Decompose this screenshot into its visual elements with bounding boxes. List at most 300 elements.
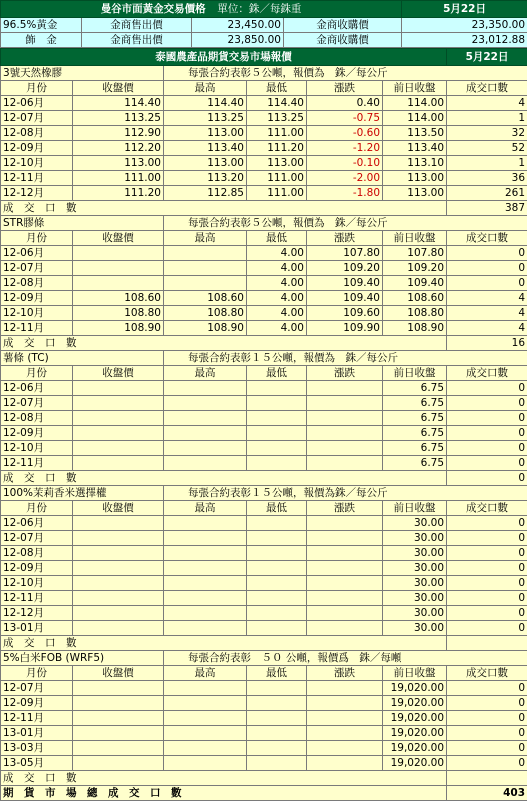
prev-close-cell: 6.75 bbox=[383, 411, 447, 426]
prev-close-cell: 6.75 bbox=[383, 396, 447, 411]
prev-close-cell: 19,020.00 bbox=[383, 741, 447, 756]
quote-row bbox=[1, 561, 527, 576]
column-header: 收盤價 bbox=[73, 666, 164, 681]
low-cell bbox=[247, 561, 307, 576]
column-header: 最高 bbox=[164, 81, 247, 96]
volume-cell: 0 bbox=[447, 606, 527, 621]
low-cell: 4.00 bbox=[247, 321, 307, 336]
quote-row bbox=[1, 516, 527, 531]
volume-cell: 4 bbox=[447, 321, 527, 336]
change-cell: 107.80 bbox=[307, 246, 383, 261]
gold-buy-price: 23,350.00 bbox=[402, 18, 527, 33]
commodity-name: 5%白米FOB (WRF5) bbox=[1, 651, 164, 666]
close-cell bbox=[73, 381, 164, 396]
column-header: 最高 bbox=[164, 231, 247, 246]
quote-row bbox=[1, 291, 527, 306]
change-cell bbox=[307, 441, 383, 456]
month-cell: 12-11月 bbox=[1, 591, 73, 606]
change-cell bbox=[307, 681, 383, 696]
futures-title-band bbox=[1, 49, 527, 66]
low-cell: 4.00 bbox=[247, 306, 307, 321]
high-cell bbox=[164, 726, 247, 741]
column-header-row bbox=[1, 666, 527, 681]
prev-close-cell: 19,020.00 bbox=[383, 696, 447, 711]
month-cell: 12-10月 bbox=[1, 156, 73, 171]
volume-cell: 0 bbox=[447, 426, 527, 441]
month-cell: 12-09月 bbox=[1, 141, 73, 156]
grand-total-label: 期 貨 市 場 總 成 交 口 數 bbox=[1, 786, 447, 801]
volume-cell: 0 bbox=[447, 741, 527, 756]
column-header-row bbox=[1, 231, 527, 246]
column-header: 前日收盤 bbox=[383, 366, 447, 381]
high-cell bbox=[164, 756, 247, 771]
month-cell: 12-08月 bbox=[1, 126, 73, 141]
high-cell bbox=[164, 396, 247, 411]
high-cell bbox=[164, 261, 247, 276]
quote-row bbox=[1, 621, 527, 636]
high-cell bbox=[164, 561, 247, 576]
quote-row bbox=[1, 411, 527, 426]
close-cell: 114.40 bbox=[73, 96, 164, 111]
close-cell: 113.00 bbox=[73, 156, 164, 171]
quote-row bbox=[1, 396, 527, 411]
change-cell bbox=[307, 456, 383, 471]
month-cell: 12-09月 bbox=[1, 426, 73, 441]
gold-buy-price: 23,012.88 bbox=[402, 33, 527, 48]
close-cell: 111.20 bbox=[73, 186, 164, 201]
volume-cell: 0 bbox=[447, 681, 527, 696]
low-cell bbox=[247, 516, 307, 531]
high-cell bbox=[164, 696, 247, 711]
month-cell: 12-09月 bbox=[1, 291, 73, 306]
high-cell bbox=[164, 441, 247, 456]
gold-sell-price: 23,850.00 bbox=[192, 33, 284, 48]
close-cell bbox=[73, 546, 164, 561]
column-header: 成交口數 bbox=[447, 231, 527, 246]
column-header: 成交口數 bbox=[447, 666, 527, 681]
low-cell bbox=[247, 621, 307, 636]
low-cell bbox=[247, 606, 307, 621]
prev-close-cell: 30.00 bbox=[383, 591, 447, 606]
prev-close-cell: 113.40 bbox=[383, 141, 447, 156]
volume-cell: 0 bbox=[447, 381, 527, 396]
high-cell: 113.00 bbox=[164, 156, 247, 171]
volume-cell: 0 bbox=[447, 696, 527, 711]
volume-cell: 0 bbox=[447, 411, 527, 426]
low-cell bbox=[247, 411, 307, 426]
close-cell bbox=[73, 726, 164, 741]
change-cell bbox=[307, 381, 383, 396]
volume-cell: 0 bbox=[447, 621, 527, 636]
month-cell: 12-07月 bbox=[1, 261, 73, 276]
month-cell: 13-03月 bbox=[1, 741, 73, 756]
prev-close-cell: 30.00 bbox=[383, 516, 447, 531]
gold-sell-price: 23,450.00 bbox=[192, 18, 284, 33]
low-cell: 4.00 bbox=[247, 276, 307, 291]
volume-total-value: 16 bbox=[447, 336, 527, 351]
close-cell bbox=[73, 276, 164, 291]
high-cell bbox=[164, 606, 247, 621]
quote-row bbox=[1, 456, 527, 471]
month-cell: 12-07月 bbox=[1, 111, 73, 126]
column-header: 漲跌 bbox=[307, 231, 383, 246]
change-cell: 109.40 bbox=[307, 291, 383, 306]
quote-row bbox=[1, 261, 527, 276]
futures-date: 5月22日 bbox=[447, 49, 527, 66]
high-cell bbox=[164, 531, 247, 546]
volume-cell: 0 bbox=[447, 561, 527, 576]
low-cell: 113.25 bbox=[247, 111, 307, 126]
gold-sell-label: 金商售出價 bbox=[82, 33, 192, 48]
volume-total-row bbox=[1, 471, 527, 486]
column-header: 成交口數 bbox=[447, 81, 527, 96]
quote-row bbox=[1, 696, 527, 711]
column-header-row bbox=[1, 81, 527, 96]
gold-date: 5月22日 bbox=[402, 1, 527, 18]
volume-total-value bbox=[447, 771, 527, 786]
volume-cell: 0 bbox=[447, 591, 527, 606]
high-cell bbox=[164, 591, 247, 606]
quote-row bbox=[1, 441, 527, 456]
low-cell bbox=[247, 696, 307, 711]
high-cell bbox=[164, 411, 247, 426]
change-cell bbox=[307, 726, 383, 741]
prev-close-cell: 30.00 bbox=[383, 531, 447, 546]
change-cell bbox=[307, 591, 383, 606]
volume-cell: 0 bbox=[447, 546, 527, 561]
high-cell bbox=[164, 576, 247, 591]
commodity-header bbox=[1, 651, 527, 666]
quote-row bbox=[1, 576, 527, 591]
change-cell: 0.40 bbox=[307, 96, 383, 111]
volume-cell: 0 bbox=[447, 276, 527, 291]
low-cell bbox=[247, 441, 307, 456]
quote-row bbox=[1, 711, 527, 726]
volume-total-label: 成 交 口 數 bbox=[1, 336, 447, 351]
column-header: 成交口數 bbox=[447, 366, 527, 381]
quote-row bbox=[1, 246, 527, 261]
close-cell bbox=[73, 411, 164, 426]
commodity-header bbox=[1, 66, 527, 81]
volume-cell: 0 bbox=[447, 756, 527, 771]
low-cell bbox=[247, 381, 307, 396]
close-cell bbox=[73, 606, 164, 621]
month-cell: 12-11月 bbox=[1, 171, 73, 186]
close-cell: 108.90 bbox=[73, 321, 164, 336]
change-cell: -0.10 bbox=[307, 156, 383, 171]
change-cell bbox=[307, 426, 383, 441]
prev-close-cell: 6.75 bbox=[383, 441, 447, 456]
change-cell bbox=[307, 546, 383, 561]
column-header: 前日收盤 bbox=[383, 666, 447, 681]
low-cell bbox=[247, 591, 307, 606]
commodity-name: 3號天然橡膠 bbox=[1, 66, 164, 81]
volume-cell: 4 bbox=[447, 96, 527, 111]
month-cell: 12-10月 bbox=[1, 306, 73, 321]
change-cell bbox=[307, 711, 383, 726]
low-cell: 111.00 bbox=[247, 171, 307, 186]
futures-title: 泰國農產品期貨交易市場報價 bbox=[1, 49, 447, 66]
column-header: 月份 bbox=[1, 231, 73, 246]
change-cell bbox=[307, 621, 383, 636]
quote-row bbox=[1, 111, 527, 126]
column-header: 最低 bbox=[247, 366, 307, 381]
volume-total-row bbox=[1, 201, 527, 216]
close-cell bbox=[73, 561, 164, 576]
prev-close-cell: 114.00 bbox=[383, 111, 447, 126]
change-cell bbox=[307, 606, 383, 621]
close-cell bbox=[73, 741, 164, 756]
quote-row bbox=[1, 126, 527, 141]
prev-close-cell: 19,020.00 bbox=[383, 681, 447, 696]
contract-spec: 每張合約表彰１５公噸，報價為 銖／每公斤 bbox=[164, 351, 527, 366]
low-cell bbox=[247, 741, 307, 756]
change-cell bbox=[307, 741, 383, 756]
column-header: 最低 bbox=[247, 666, 307, 681]
quote-row bbox=[1, 306, 527, 321]
prev-close-cell: 30.00 bbox=[383, 621, 447, 636]
volume-cell: 1 bbox=[447, 111, 527, 126]
low-cell bbox=[247, 681, 307, 696]
quote-row bbox=[1, 546, 527, 561]
volume-cell: 1 bbox=[447, 156, 527, 171]
close-cell bbox=[73, 441, 164, 456]
month-cell: 12-10月 bbox=[1, 441, 73, 456]
quote-row bbox=[1, 681, 527, 696]
commodity-header bbox=[1, 216, 527, 231]
column-header: 最低 bbox=[247, 501, 307, 516]
low-cell: 111.20 bbox=[247, 141, 307, 156]
low-cell: 111.00 bbox=[247, 126, 307, 141]
month-cell: 12-08月 bbox=[1, 411, 73, 426]
volume-cell: 4 bbox=[447, 291, 527, 306]
high-cell bbox=[164, 246, 247, 261]
low-cell: 4.00 bbox=[247, 261, 307, 276]
high-cell bbox=[164, 456, 247, 471]
column-header: 月份 bbox=[1, 366, 73, 381]
month-cell: 12-09月 bbox=[1, 696, 73, 711]
high-cell: 113.25 bbox=[164, 111, 247, 126]
column-header: 收盤價 bbox=[73, 501, 164, 516]
column-header-row bbox=[1, 366, 527, 381]
commodity-name: STR膠條 bbox=[1, 216, 164, 231]
volume-cell: 0 bbox=[447, 576, 527, 591]
volume-cell: 0 bbox=[447, 456, 527, 471]
close-cell bbox=[73, 246, 164, 261]
volume-total-value: 0 bbox=[447, 471, 527, 486]
futures-body bbox=[1, 49, 527, 801]
column-header: 月份 bbox=[1, 81, 73, 96]
low-cell bbox=[247, 426, 307, 441]
futures-table bbox=[0, 48, 527, 801]
month-cell: 12-10月 bbox=[1, 576, 73, 591]
column-header: 收盤價 bbox=[73, 231, 164, 246]
prev-close-cell: 108.90 bbox=[383, 321, 447, 336]
quote-row bbox=[1, 741, 527, 756]
prev-close-cell: 108.60 bbox=[383, 291, 447, 306]
month-cell: 12-11月 bbox=[1, 321, 73, 336]
volume-cell: 0 bbox=[447, 261, 527, 276]
month-cell: 12-11月 bbox=[1, 711, 73, 726]
month-cell: 12-06月 bbox=[1, 96, 73, 111]
high-cell bbox=[164, 741, 247, 756]
quote-row bbox=[1, 606, 527, 621]
low-cell bbox=[247, 726, 307, 741]
change-cell: -1.80 bbox=[307, 186, 383, 201]
low-cell: 114.40 bbox=[247, 96, 307, 111]
high-cell bbox=[164, 426, 247, 441]
volume-total-label: 成 交 口 數 bbox=[1, 771, 447, 786]
low-cell bbox=[247, 576, 307, 591]
gold-row bbox=[1, 18, 527, 33]
close-cell bbox=[73, 516, 164, 531]
column-header: 月份 bbox=[1, 501, 73, 516]
quote-row bbox=[1, 141, 527, 156]
column-header-row bbox=[1, 501, 527, 516]
high-cell bbox=[164, 681, 247, 696]
prev-close-cell: 6.75 bbox=[383, 426, 447, 441]
change-cell bbox=[307, 411, 383, 426]
gold-price-table bbox=[0, 0, 527, 48]
close-cell bbox=[73, 456, 164, 471]
column-header: 成交口數 bbox=[447, 501, 527, 516]
month-cell: 12-12月 bbox=[1, 186, 73, 201]
change-cell: -2.00 bbox=[307, 171, 383, 186]
prev-close-cell: 107.80 bbox=[383, 246, 447, 261]
volume-cell: 4 bbox=[447, 306, 527, 321]
prev-close-cell: 114.00 bbox=[383, 96, 447, 111]
volume-total-label: 成 交 口 數 bbox=[1, 636, 447, 651]
column-header: 月份 bbox=[1, 666, 73, 681]
low-cell bbox=[247, 711, 307, 726]
grand-total-value: 403 bbox=[447, 786, 527, 801]
contract-spec: 每張合約表彰５公噸，報價為 銖／每公斤 bbox=[164, 66, 527, 81]
volume-total-row bbox=[1, 771, 527, 786]
column-header: 收盤價 bbox=[73, 81, 164, 96]
change-cell bbox=[307, 516, 383, 531]
close-cell bbox=[73, 711, 164, 726]
quote-row bbox=[1, 381, 527, 396]
column-header: 最低 bbox=[247, 231, 307, 246]
gold-sell-label: 金商售出價 bbox=[82, 18, 192, 33]
close-cell: 113.25 bbox=[73, 111, 164, 126]
volume-cell: 0 bbox=[447, 246, 527, 261]
high-cell bbox=[164, 621, 247, 636]
column-header: 漲跌 bbox=[307, 366, 383, 381]
prev-close-cell: 19,020.00 bbox=[383, 756, 447, 771]
high-cell bbox=[164, 516, 247, 531]
volume-cell: 0 bbox=[447, 726, 527, 741]
high-cell bbox=[164, 276, 247, 291]
prev-close-cell: 19,020.00 bbox=[383, 711, 447, 726]
contract-spec: 每張合約表彰１５公噸，報價為銖／每公斤 bbox=[164, 486, 527, 501]
close-cell bbox=[73, 756, 164, 771]
commodity-header bbox=[1, 351, 527, 366]
change-cell bbox=[307, 576, 383, 591]
quote-row bbox=[1, 321, 527, 336]
close-cell bbox=[73, 426, 164, 441]
month-cell: 12-12月 bbox=[1, 606, 73, 621]
prev-close-cell: 113.10 bbox=[383, 156, 447, 171]
column-header: 收盤價 bbox=[73, 366, 164, 381]
month-cell: 12-09月 bbox=[1, 561, 73, 576]
change-cell: 109.60 bbox=[307, 306, 383, 321]
volume-cell: 0 bbox=[447, 711, 527, 726]
quote-row bbox=[1, 726, 527, 741]
volume-total-value bbox=[447, 636, 527, 651]
low-cell: 111.00 bbox=[247, 186, 307, 201]
month-cell: 12-06月 bbox=[1, 246, 73, 261]
prev-close-cell: 113.50 bbox=[383, 126, 447, 141]
low-cell bbox=[247, 456, 307, 471]
grand-total-row bbox=[1, 786, 527, 801]
month-cell: 12-06月 bbox=[1, 381, 73, 396]
high-cell: 108.90 bbox=[164, 321, 247, 336]
quote-row bbox=[1, 756, 527, 771]
volume-cell: 32 bbox=[447, 126, 527, 141]
commodity-name: 100%茉莉香米選擇權 bbox=[1, 486, 164, 501]
close-cell bbox=[73, 681, 164, 696]
prev-close-cell: 109.40 bbox=[383, 276, 447, 291]
volume-cell: 0 bbox=[447, 396, 527, 411]
gold-buy-label: 金商收購價 bbox=[284, 33, 402, 48]
change-cell bbox=[307, 561, 383, 576]
low-cell bbox=[247, 531, 307, 546]
close-cell: 112.90 bbox=[73, 126, 164, 141]
gold-title-band bbox=[1, 1, 527, 18]
quote-row bbox=[1, 156, 527, 171]
high-cell: 113.40 bbox=[164, 141, 247, 156]
quote-row bbox=[1, 186, 527, 201]
close-cell: 111.00 bbox=[73, 171, 164, 186]
change-cell: 109.90 bbox=[307, 321, 383, 336]
column-header: 前日收盤 bbox=[383, 81, 447, 96]
change-cell: -0.60 bbox=[307, 126, 383, 141]
volume-total-label: 成 交 口 數 bbox=[1, 471, 447, 486]
contract-spec: 每張合約表彰５公噸，報價為 銖／每公斤 bbox=[164, 216, 527, 231]
prev-close-cell: 113.00 bbox=[383, 186, 447, 201]
close-cell: 108.60 bbox=[73, 291, 164, 306]
volume-cell: 261 bbox=[447, 186, 527, 201]
contract-spec: 每張合約表彰 ５０ 公噸，報價爲 銖／每噸 bbox=[164, 651, 527, 666]
prev-close-cell: 30.00 bbox=[383, 546, 447, 561]
high-cell bbox=[164, 711, 247, 726]
gold-name: 96.5%黃金 bbox=[1, 18, 82, 33]
volume-cell: 52 bbox=[447, 141, 527, 156]
high-cell: 108.60 bbox=[164, 291, 247, 306]
commodity-name: 薯條 (TC) bbox=[1, 351, 164, 366]
volume-total-row bbox=[1, 636, 527, 651]
close-cell bbox=[73, 621, 164, 636]
month-cell: 13-05月 bbox=[1, 756, 73, 771]
close-cell bbox=[73, 591, 164, 606]
prev-close-cell: 113.00 bbox=[383, 171, 447, 186]
close-cell bbox=[73, 576, 164, 591]
close-cell bbox=[73, 396, 164, 411]
gold-title: 曼谷市面黃金交易價格 bbox=[100, 2, 206, 15]
column-header: 漲跌 bbox=[307, 666, 383, 681]
close-cell bbox=[73, 696, 164, 711]
change-cell bbox=[307, 396, 383, 411]
prev-close-cell: 30.00 bbox=[383, 576, 447, 591]
quote-row bbox=[1, 531, 527, 546]
month-cell: 12-07月 bbox=[1, 396, 73, 411]
column-header: 前日收盤 bbox=[383, 231, 447, 246]
quote-row bbox=[1, 591, 527, 606]
column-header: 最低 bbox=[247, 81, 307, 96]
high-cell bbox=[164, 546, 247, 561]
low-cell bbox=[247, 756, 307, 771]
